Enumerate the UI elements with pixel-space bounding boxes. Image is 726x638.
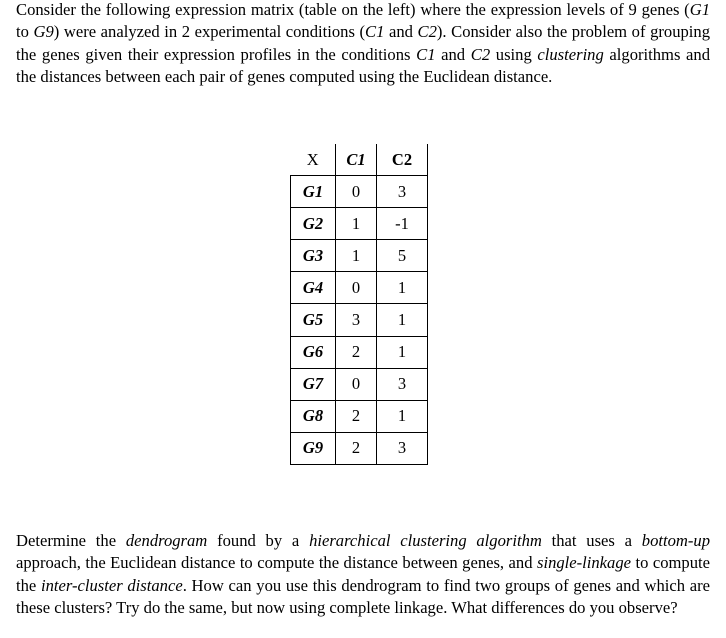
gene-name-cell: G8 xyxy=(291,400,336,432)
gene-name-cell: G6 xyxy=(291,336,336,368)
c1-value-cell: 0 xyxy=(336,176,377,208)
gene-name-cell: G5 xyxy=(291,304,336,336)
intro-text: ). Consider also the problem of grouping the genes given their expression profiles in the conditions xyxy=(16,22,710,64)
c1-value-cell: 2 xyxy=(336,336,377,368)
term-inter-cluster-distance: inter-cluster distance xyxy=(40,575,183,595)
c2-value-cell: 1 xyxy=(377,272,428,304)
condition-ref-c1: C1 xyxy=(365,22,385,42)
table-row xyxy=(291,368,428,400)
question-text: Determine the xyxy=(16,531,126,550)
c2-value-cell: 1 xyxy=(377,304,428,336)
question-text: that uses a xyxy=(541,531,642,550)
intro-paragraph xyxy=(16,0,710,89)
c1-value-cell: 0 xyxy=(336,272,377,304)
c2-value-cell: 3 xyxy=(377,176,428,208)
c1-value-cell: 3 xyxy=(336,304,377,336)
table-row xyxy=(291,208,428,240)
term-dendrogram: dendrogram xyxy=(125,531,208,550)
term-hierarchical-clustering: hierarchical clustering algorithm xyxy=(309,531,542,550)
term-bottom-up: bottom-up xyxy=(641,531,710,550)
gene-ref-g1: G1 xyxy=(689,0,710,19)
condition-ref-c1: C1 xyxy=(416,44,436,64)
table-corner-cell: X xyxy=(306,149,319,169)
table-row xyxy=(291,176,428,208)
c1-value-cell: 2 xyxy=(336,400,377,432)
c2-value-cell: 3 xyxy=(377,432,428,464)
c2-value-cell: -1 xyxy=(377,208,428,240)
gene-name-cell: G3 xyxy=(291,240,336,272)
c2-value-cell: 5 xyxy=(377,240,428,272)
table-header-row xyxy=(291,144,428,176)
condition-ref-c2: C2 xyxy=(417,22,437,42)
column-header-c2: C2 xyxy=(377,144,428,176)
gene-name-cell: G1 xyxy=(291,176,336,208)
term-clustering: clustering xyxy=(537,44,604,64)
c1-value-cell: 2 xyxy=(336,432,377,464)
gene-ref-g9: G9 xyxy=(33,22,54,42)
table-row xyxy=(291,304,428,336)
c1-value-cell: 0 xyxy=(336,368,377,400)
question-text: to compute the xyxy=(16,553,711,595)
expression-matrix-table xyxy=(290,144,428,465)
question-text: approach, the Euclidean distance to compute the distance between genes, and xyxy=(16,553,537,573)
intro-text: Consider the following expression matrix (table on the left) where the expression levels of 9 genes ( xyxy=(16,0,690,19)
intro-text: using xyxy=(490,44,538,64)
table-row xyxy=(291,336,428,368)
question-text: . How can you use this dendrogram to find two groups of genes and which are these clusters? Try do the same, but now using complete linkage. What differences do you observe? xyxy=(16,575,710,618)
gene-name-cell: G4 xyxy=(291,272,336,304)
intro-text: ) were analyzed in 2 experimental conditions ( xyxy=(53,22,366,42)
question-text: found by a xyxy=(207,531,310,550)
c2-value-cell: 1 xyxy=(377,400,428,432)
c1-value-cell: 1 xyxy=(336,208,377,240)
intro-text: to xyxy=(16,22,34,42)
intro-text: and xyxy=(435,44,471,64)
c2-value-cell: 1 xyxy=(377,336,428,368)
intro-text: algorithms and the distances between each pair of genes computed using the Euclidean distance. xyxy=(16,44,711,87)
question-paragraph xyxy=(16,530,710,620)
table-row xyxy=(291,240,428,272)
gene-name-cell: G2 xyxy=(291,208,336,240)
term-single-linkage: single-linkage xyxy=(537,553,632,573)
gene-name-cell: G9 xyxy=(291,432,336,464)
table-row xyxy=(291,400,428,432)
gene-name-cell: G7 xyxy=(291,368,336,400)
table-row xyxy=(291,432,428,464)
table-row xyxy=(291,272,428,304)
c1-value-cell: 1 xyxy=(336,240,377,272)
intro-text: and xyxy=(384,22,418,42)
c2-value-cell: 3 xyxy=(377,368,428,400)
column-header-c1: C1 xyxy=(336,144,377,176)
condition-ref-c2: C2 xyxy=(470,44,491,64)
